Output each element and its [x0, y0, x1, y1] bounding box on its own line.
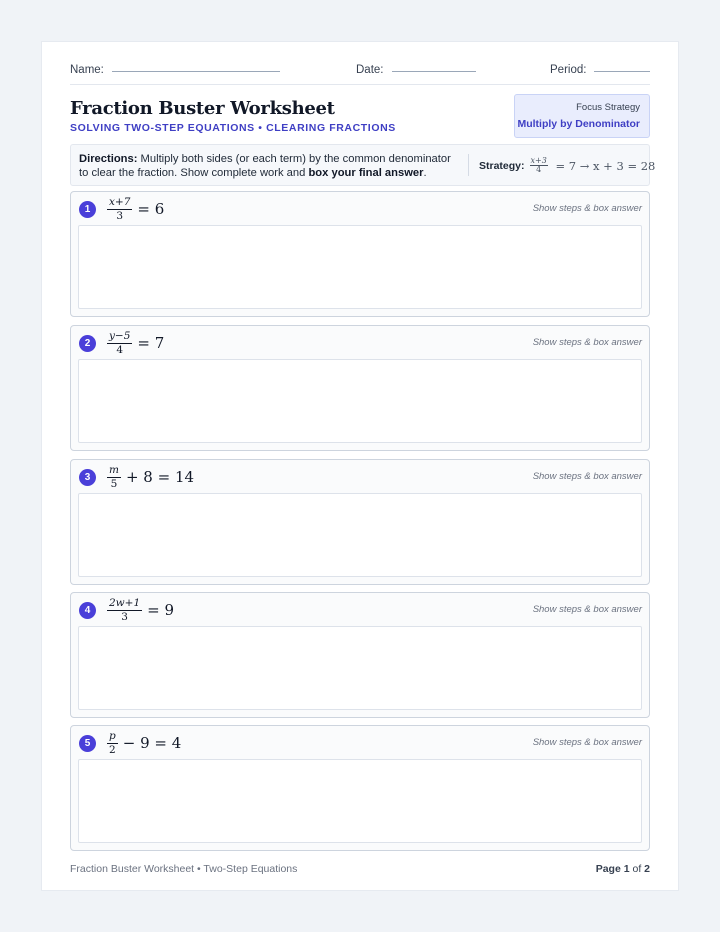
fraction-numerator: x+7: [109, 195, 131, 208]
work-area[interactable]: [78, 493, 642, 577]
fraction-denominator: 3: [116, 209, 124, 222]
equation-rest: + 8 = 14: [125, 468, 195, 486]
problem-number-badge: 4: [79, 602, 96, 619]
directions-heading: Directions:: [79, 153, 138, 165]
footer-title: Fraction Buster Worksheet • Two-Step Equations: [70, 863, 298, 875]
page-number: 1: [623, 863, 630, 875]
page-of: of: [629, 863, 645, 875]
page-prefix: Page: [595, 863, 624, 875]
equation-fraction: [107, 331, 132, 356]
focus-strategy-value: Multiply by Denominator: [517, 118, 640, 130]
fraction-numerator: y−5: [109, 329, 131, 342]
strategy-fraction-numerator: x+3: [530, 156, 547, 165]
focus-strategy-box: [514, 94, 650, 138]
strategy-expression: [530, 157, 656, 174]
fraction-denominator: 4: [116, 343, 124, 356]
equation-fraction: [107, 731, 118, 756]
page-title: Fraction Buster Worksheet: [70, 98, 335, 119]
fraction-numerator: m: [109, 463, 119, 476]
date-line[interactable]: [392, 71, 476, 72]
directions-body: Multiply both sides (or each term) by the common denominator to clear the fraction. Show complete work and: [79, 153, 451, 179]
problem-card: [70, 325, 650, 451]
problem-card: [70, 459, 650, 585]
header-divider: [70, 84, 650, 85]
page-subtitle: SOLVING TWO-STEP EQUATIONS • CLEARING FRACTIONS: [70, 122, 396, 134]
equation-fraction: [107, 598, 142, 623]
problem-hint: Show steps & box answer: [532, 337, 642, 348]
fraction-denominator: 5: [110, 477, 118, 490]
equation-fraction: [107, 197, 132, 222]
problem-hint: Show steps & box answer: [532, 471, 642, 482]
problem-number-badge: 3: [79, 469, 96, 486]
problem-number-badge: 2: [79, 335, 96, 352]
problem-card: [70, 191, 650, 317]
name-label: Name:: [70, 64, 104, 76]
problem-equation: [107, 329, 164, 357]
equation-rest: = 6: [137, 200, 165, 218]
period-field[interactable]: [550, 64, 650, 76]
directions-end: .: [423, 166, 427, 179]
strategy-rest: = 7 → x + 3 = 28: [551, 158, 656, 173]
focus-strategy-label: Focus Strategy: [576, 102, 640, 113]
fraction-denominator: 3: [121, 610, 128, 623]
work-area[interactable]: [78, 759, 642, 843]
problem-equation: [107, 463, 194, 491]
directions-text: [79, 153, 459, 180]
work-area[interactable]: [78, 626, 642, 710]
student-info-fields: [70, 64, 650, 84]
strategy-fraction: [530, 157, 548, 174]
page-total: 2: [644, 863, 650, 875]
name-field[interactable]: [70, 64, 280, 76]
fraction-numerator: p: [109, 729, 116, 742]
problem-number-badge: 1: [79, 201, 96, 218]
problem-equation: [107, 729, 181, 757]
date-field[interactable]: [356, 64, 476, 76]
equation-rest: − 9 = 4: [122, 734, 182, 752]
period-label: Period:: [550, 64, 587, 76]
problem-hint: Show steps & box answer: [532, 737, 642, 748]
equation-rest: = 7: [137, 334, 165, 352]
problem-hint: Show steps & box answer: [532, 604, 642, 615]
problem-number-badge: 5: [79, 735, 96, 752]
fraction-numerator: 2w+1: [109, 596, 141, 609]
fraction-denominator: 2: [109, 743, 116, 756]
directions-emphasis: box your final answer: [308, 166, 424, 179]
date-label: Date:: [356, 64, 384, 76]
period-line[interactable]: [594, 71, 650, 72]
equation-rest: = 9: [147, 601, 175, 619]
strategy-label: Strategy:: [479, 159, 525, 172]
name-line[interactable]: [112, 71, 280, 72]
equation-fraction: [107, 465, 121, 490]
directions-box: [70, 144, 656, 186]
work-area[interactable]: [78, 225, 642, 309]
problem-equation: [107, 596, 174, 624]
problem-equation: [107, 195, 164, 223]
strategy-fraction-denominator: 4: [536, 165, 542, 174]
worksheet-page: [42, 42, 678, 890]
directions-divider: [468, 154, 469, 176]
problem-card: [70, 592, 650, 718]
work-area[interactable]: [78, 359, 642, 443]
problem-card: [70, 725, 650, 851]
problem-hint: Show steps & box answer: [532, 203, 642, 214]
page-indicator: [596, 863, 650, 875]
strategy-example: [479, 157, 655, 174]
